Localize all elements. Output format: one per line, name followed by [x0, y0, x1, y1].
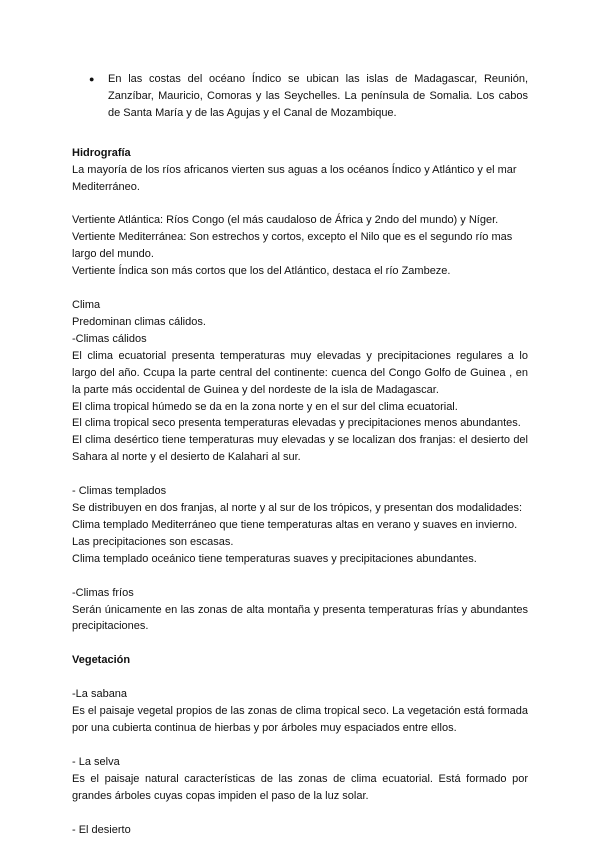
vertiente-atlantica: Vertiente Atlántica: Ríos Congo (el más caudaloso de África y 2ndo del mundo) y Níger.	[72, 214, 499, 227]
sabana-text: Es el paisaje vegetal propios de las zonas de clima tropical seco. La vegetación está formada por una cubierta continua de hierbas y por árboles muy espaciados entre ellos.	[72, 705, 528, 735]
bullet-item	[72, 71, 528, 122]
clima-heading: Clima	[72, 299, 101, 312]
hidrografia-intro: La mayoría de los ríos africanos vierten sus aguas a los océanos Índico y Atlántico y el mar Mediterráneo.	[72, 163, 517, 193]
bullet-text: En las costas del océano Índico se ubican las islas de Madagascar, Reunión, Zanzíbar, Mauricio, Comoras y las Seychelles. La península de Somalia. Los cabos de Santa María y de las Agujas y el Canal de Mozambique.	[108, 73, 528, 119]
bullet-dot-icon: ●	[89, 74, 95, 84]
sabana-heading: -La sabana	[72, 688, 128, 701]
climas-templados-heading: - Climas templados	[72, 485, 167, 498]
clima-ecuatorial: El clima ecuatorial presenta temperaturas muy elevadas y precipitaciones regulares a lo largo del año. Ccupa la parte central del continente: cuenca del Congo Golfo de Guinea , en la parte más occidental de Guinea y del nordeste de la isla de Madagascar.	[72, 349, 528, 396]
desierto-heading: - El desierto	[72, 823, 131, 836]
vertiente-mediterranea: Vertiente Mediterránea: Son estrechos y cortos, excepto el Nilo que es el segundo río mas largo del mundo.	[72, 231, 513, 261]
clima-desertico: El clima desértico tiene temperaturas muy elevadas y se localizan dos franjas: el desierto del Sahara al norte y el desierto de Kalahari al sur.	[72, 434, 528, 464]
climas-templados-intro: Se distribuyen en dos franjas, al norte y al sur de los trópicos, y presentan dos modalidades:	[72, 502, 523, 515]
clima-oceanico: Clima templado oceánico tiene temperaturas suaves y precipitaciones abundantes.	[72, 552, 477, 565]
clima-mediterraneo: Clima templado Mediterráneo que tiene temperaturas altas en verano y suaves en invierno. Las precipitaciones son escasas.	[72, 518, 518, 548]
clima-intro: Predominan climas cálidos.	[72, 315, 206, 328]
vegetacion-heading: Vegetación	[72, 654, 131, 667]
hidrografia-heading: Hidrografía	[72, 146, 131, 159]
climas-calidos-heading: -Climas cálidos	[72, 332, 147, 345]
selva-text: Es el paisaje natural características de las zonas de clima ecuatorial. Está formado por grandes árboles cuyas copas impiden el paso de la luz solar.	[72, 772, 528, 802]
climas-frios-text: Serán únicamente en las zonas de alta montaña y presenta temperaturas frías y abundantes precipitaciones.	[72, 603, 528, 633]
document-content	[72, 71, 528, 839]
vertiente-indica: Vertiente Índica son más cortos que los del Atlántico, destaca el río Zambeze.	[72, 265, 451, 278]
clima-tropical-seco: El clima tropical seco presenta temperaturas elevadas y precipitaciones menos abundantes.	[72, 417, 521, 430]
climas-frios-heading: -Climas fríos	[72, 586, 134, 599]
clima-tropical-humedo: El clima tropical húmedo se da en la zona norte y en el sur del clima ecuatorial.	[72, 400, 458, 413]
selva-heading: - La selva	[72, 756, 120, 768]
